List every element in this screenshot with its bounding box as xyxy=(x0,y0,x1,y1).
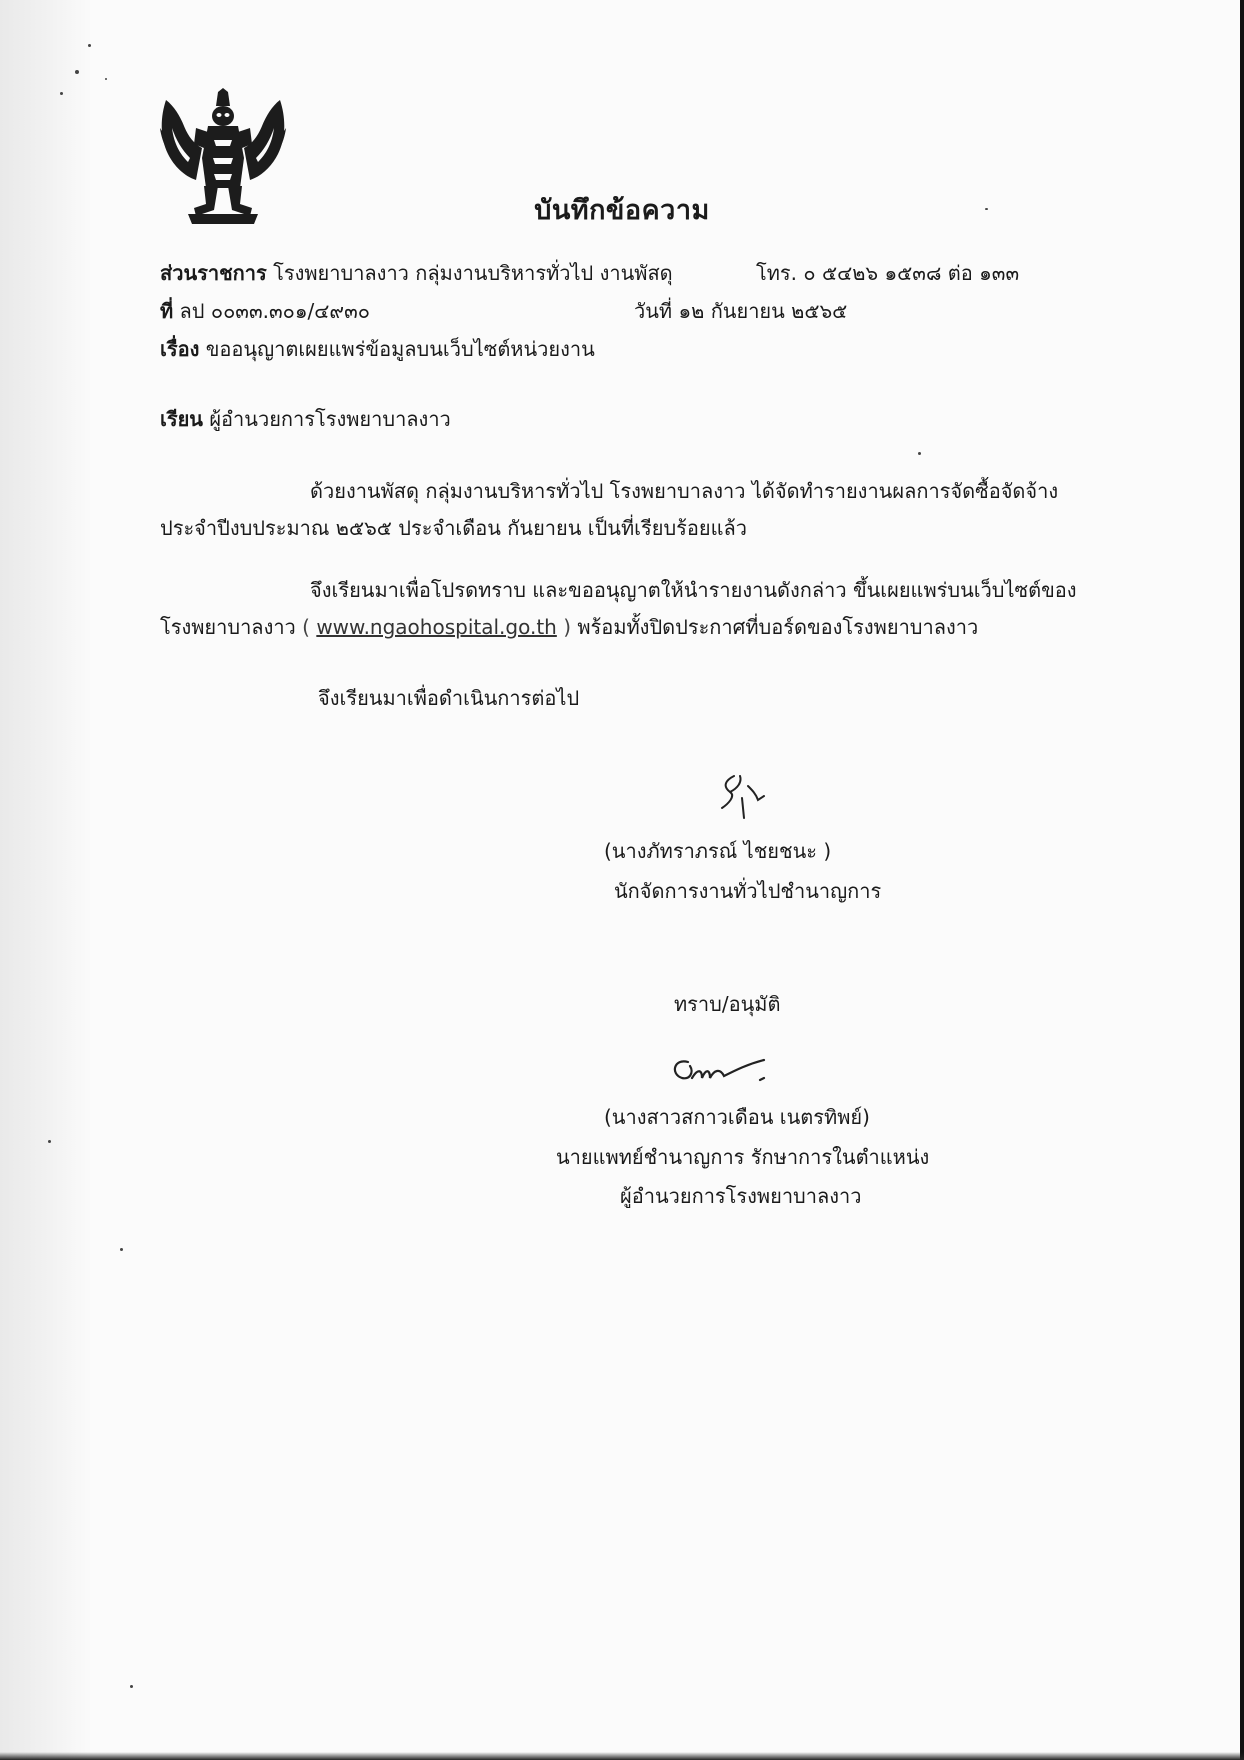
signer-1-position: นักจัดการงานทั่วไปชำนาญการ xyxy=(614,879,882,903)
url-paren-close: ) xyxy=(556,615,578,639)
recipient-label: เรียน xyxy=(160,407,203,431)
scan-speck xyxy=(75,70,79,74)
paragraph-1-line-2: ประจำปีงบประมาณ ๒๕๖๕ ประจำเดือน กันยายน เป็นที่เรียบร้อยแล้ว xyxy=(160,516,748,540)
signer-2-position-line-1: นายแพทย์ชำนาญการ รักษาการในตำแหน่ง xyxy=(556,1145,930,1169)
scan-border-bottom xyxy=(0,1752,1244,1760)
recipient-value: ผู้อำนวยการโรงพยาบาลงาว xyxy=(209,407,451,431)
scan-speck xyxy=(130,1685,133,1688)
scan-speck xyxy=(88,44,91,47)
paragraph-2-line-2 xyxy=(160,617,978,637)
phone-number: โทร. ๐ ๕๔๒๖ ๑๕๓๘ ต่อ ๑๓๓ xyxy=(756,261,1020,285)
scan-speck xyxy=(918,452,921,455)
url-paren-open: ( xyxy=(295,615,317,639)
scan-speck xyxy=(120,1248,123,1251)
reference-label: ที่ xyxy=(160,299,174,323)
signature-1-scribble xyxy=(712,768,782,824)
scan-speck xyxy=(105,78,107,80)
reference-row xyxy=(160,301,370,321)
signer-2-name: (นางสาวสกาวเดือน เนตรทิพย์) xyxy=(604,1105,870,1129)
website-link[interactable]: www.ngaohospital.go.th xyxy=(316,615,557,639)
approval-label: ทราบ/อนุมัติ xyxy=(674,992,781,1016)
date-value: ๑๒ กันยายน ๒๕๖๕ xyxy=(678,299,848,323)
scan-speck xyxy=(60,92,63,95)
signature-2-scribble xyxy=(664,1048,794,1094)
reference-value: ลป ๐๐๓๓.๓๐๑/๔๙๓๐ xyxy=(179,299,370,323)
recipient-row xyxy=(160,409,451,429)
paragraph-3: จึงเรียนมาเพื่อดำเนินการต่อไป xyxy=(318,686,580,710)
memo-title: บันทึกข้อความ xyxy=(534,195,710,226)
signer-1-name: (นางภัทราภรณ์ ไชยชนะ ) xyxy=(604,839,832,863)
subject-value: ขออนุญาตเผยแพร่ข้อมูลบนเว็บไซต์หน่วยงาน xyxy=(205,337,595,361)
agency-label: ส่วนราชการ xyxy=(160,261,267,285)
date-label: วันที่ xyxy=(634,299,673,323)
scan-shadow-left xyxy=(0,0,92,1760)
agency-row xyxy=(160,263,673,283)
scan-border-right xyxy=(1240,0,1244,1760)
paragraph-2-hospital: โรงพยาบาลงาว xyxy=(160,615,296,639)
paragraph-2-tail: พร้อมทั้งปิดประกาศที่บอร์ดของโรงพยาบาลงาว xyxy=(577,615,979,639)
subject-label: เรื่อง xyxy=(160,337,200,361)
signer-2-position-line-2: ผู้อำนวยการโรงพยาบาลงาว xyxy=(620,1184,862,1208)
agency-value: โรงพยาบาลงาว กลุ่มงานบริหารทั่วไป งานพัสดุ xyxy=(273,261,673,285)
paragraph-1-line-1: ด้วยงานพัสดุ กลุ่มงานบริหารทั่วไป โรงพยาบาลงาว ได้จัดทำรายงานผลการจัดซื้อจัดจ้าง xyxy=(310,479,1059,503)
scan-speck xyxy=(48,1140,51,1143)
date-row xyxy=(634,301,847,321)
subject-row xyxy=(160,339,595,359)
paragraph-2-line-1: จึงเรียนมาเพื่อโปรดทราบ และขออนุญาตให้นำรายงานดังกล่าว ขึ้นเผยแพร่บนเว็บไซต์ของ xyxy=(310,578,1077,602)
